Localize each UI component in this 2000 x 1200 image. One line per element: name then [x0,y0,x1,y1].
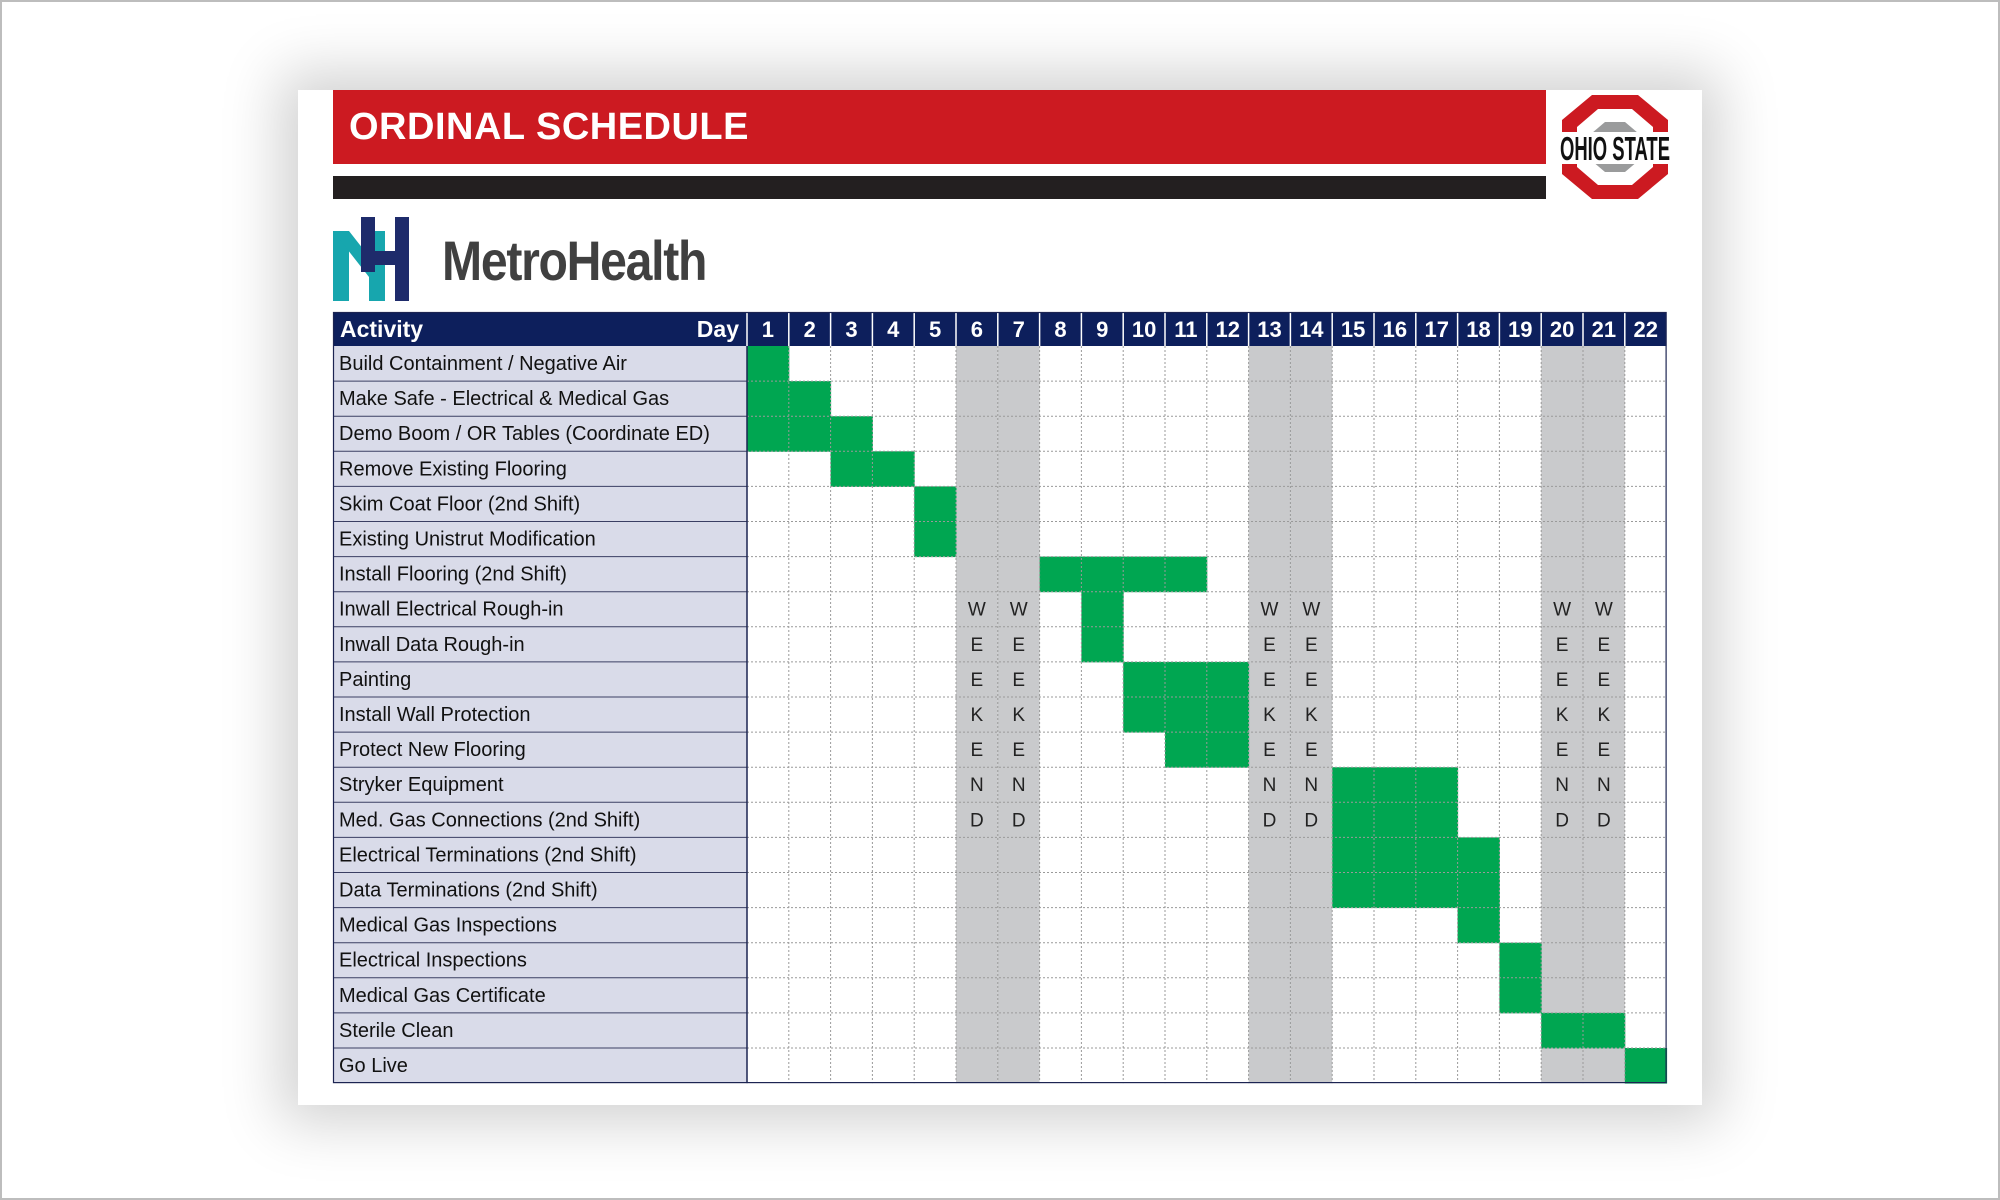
task-bar [1499,978,1541,1014]
activity-label: Go Live [339,1055,408,1077]
task-bar [1040,557,1082,593]
weekend-letter: W [1594,599,1613,621]
activity-label: Painting [339,668,412,691]
day-number-5: 5 [928,317,942,342]
task-bar [1123,662,1165,698]
weekend-letter: K [1555,705,1569,726]
day-number-14: 14 [1299,317,1324,342]
task-bar [1458,908,1500,944]
weekend-letter: E [1555,669,1569,691]
weekend-letter: D [1304,810,1319,832]
task-bar [1416,802,1458,838]
activity-label: Data Terminations (2nd Shift) [339,879,598,902]
page-title: ORDINAL SCHEDULE [349,106,749,148]
task-bar [1123,557,1165,593]
task-bar [914,522,956,558]
task-bar [1081,592,1123,628]
weekend-letter: N [1011,775,1026,797]
day-number-1: 1 [761,317,775,342]
weekend-letter: D [1011,810,1026,832]
task-bar [789,416,831,452]
day-number-3: 3 [845,317,858,342]
task-bar [1332,802,1374,838]
activity-label: Inwall Electrical Rough-in [339,598,564,621]
weekend-letter: W [967,599,986,621]
task-bar [1416,873,1458,909]
weekend-letter: E [970,634,984,656]
task-bar [831,416,873,452]
weekend-letter: E [970,669,984,691]
day-number-8: 8 [1054,317,1067,342]
header-day-label: Day [696,316,739,342]
weekend-letter: E [1597,740,1611,762]
ohio-state-logo [1556,92,1674,202]
activity-label: Medical Gas Inspections [339,914,557,937]
weekend-letter: K [1304,705,1318,726]
task-bar [1165,732,1207,768]
day-number-15: 15 [1340,317,1366,342]
task-bar [747,381,789,417]
weekend-letter: N [1304,775,1319,797]
activity-label: Demo Boom / OR Tables (Coordinate ED) [339,423,710,446]
activity-label: Electrical Inspections [339,949,527,972]
task-bar [1165,557,1207,593]
weekend-letter: K [1263,705,1276,726]
task-bar [789,381,831,417]
task-bar [831,451,873,487]
weekend-letter: E [1597,634,1611,656]
activity-label: Install Wall Protection [339,704,531,726]
day-number-18: 18 [1466,317,1491,342]
activity-label: Skim Coat Floor (2nd Shift) [339,493,581,516]
activity-label: Install Flooring (2nd Shift) [339,563,567,586]
weekend-letter: E [1263,740,1276,762]
task-bar [747,416,789,452]
weekend-letter: E [1263,669,1276,691]
day-number-17: 17 [1424,317,1449,342]
weekend-letter: E [970,740,984,762]
task-bar [1416,837,1458,873]
activity-label: Inwall Data Rough-in [339,633,525,656]
task-bar [1165,697,1207,733]
ohio-state-wordmark: OHIO STATE [1560,130,1670,167]
weekend-letter: K [1012,705,1026,726]
weekend-letter: E [1597,669,1611,691]
day-number-7: 7 [1012,317,1025,342]
activity-label: Med. Gas Connections (2nd Shift) [339,809,641,832]
task-bar [1458,873,1500,909]
metrohealth-wordmark: MetroHealth [442,229,707,292]
divider-bar [333,176,1546,199]
activity-label: Protect New Flooring [339,739,526,762]
task-bar [1207,697,1249,733]
weekend-letter: N [1262,775,1277,797]
task-bar [1332,767,1374,803]
task-bar [1332,873,1374,909]
task-bar [1165,662,1207,698]
weekend-letter: D [1555,810,1569,832]
weekend-letter: E [1012,740,1026,762]
weekend-letter: W [1553,599,1572,621]
weekend-letter: D [1597,810,1611,832]
task-bar [747,346,789,382]
weekend-letter: E [1263,634,1276,656]
task-bar [1123,697,1165,733]
weekend-letter: D [970,810,984,832]
weekend-letter: W [1260,599,1279,621]
task-bar [1332,837,1374,873]
weekend-letter: N [1555,775,1569,797]
day-number-16: 16 [1382,317,1408,342]
weekend-letter: N [970,775,984,797]
task-bar [1374,767,1416,803]
weekend-letter: E [1304,740,1318,762]
activity-label: Make Safe - Electrical & Medical Gas [339,388,670,411]
task-bar [1374,837,1416,873]
day-number-6: 6 [970,317,984,342]
weekend-letter: E [1012,669,1026,691]
activity-label: Electrical Terminations (2nd Shift) [339,844,637,867]
task-bar [1541,1013,1583,1049]
metrohealth-logo-icon [333,217,423,301]
weekend-letter: W [1302,599,1321,621]
day-number-9: 9 [1096,317,1109,342]
weekend-letter: E [1304,634,1318,656]
day-number-20: 20 [1549,317,1575,342]
weekend-letter: K [1597,705,1611,726]
task-bar [1416,767,1458,803]
weekend-letter: N [1597,775,1611,797]
task-bar [1374,802,1416,838]
task-bar [1081,627,1123,663]
task-bar [1374,873,1416,909]
task-bar [1458,837,1500,873]
task-bar [1583,1013,1625,1049]
activity-label: Build Containment / Negative Air [339,353,627,375]
day-number-19: 19 [1508,317,1533,342]
weekend-letter: E [1555,634,1569,656]
weekend-letter: D [1262,810,1277,832]
day-number-11: 11 [1174,317,1198,342]
day-number-21: 21 [1591,317,1617,342]
day-number-12: 12 [1215,317,1240,342]
weekend-letter: E [1304,669,1318,691]
header-activity-label: Activity [340,316,424,342]
activity-label: Existing Unistrut Modification [339,528,596,551]
task-bar [872,451,914,487]
title-bar [333,90,1546,164]
activity-label: Stryker Equipment [339,774,504,797]
day-number-4: 4 [887,317,900,342]
task-bar [1081,557,1123,593]
day-number-10: 10 [1131,317,1157,342]
gantt-chart [333,312,1668,1088]
activity-label: Medical Gas Certificate [339,984,546,1007]
task-bar [1207,662,1249,698]
task-bar [1499,943,1541,979]
day-number-13: 13 [1257,317,1282,342]
day-number-2: 2 [803,317,816,342]
task-bar [1625,1048,1667,1084]
weekend-letter: E [1012,634,1026,656]
weekend-letter: K [970,705,984,726]
task-bar [1207,732,1249,768]
activity-label: Remove Existing Flooring [339,458,567,481]
day-number-22: 22 [1633,317,1658,342]
weekend-letter: E [1555,740,1569,762]
weekend-letter: W [1009,599,1028,621]
task-bar [914,486,956,522]
activity-label: Sterile Clean [339,1019,454,1042]
